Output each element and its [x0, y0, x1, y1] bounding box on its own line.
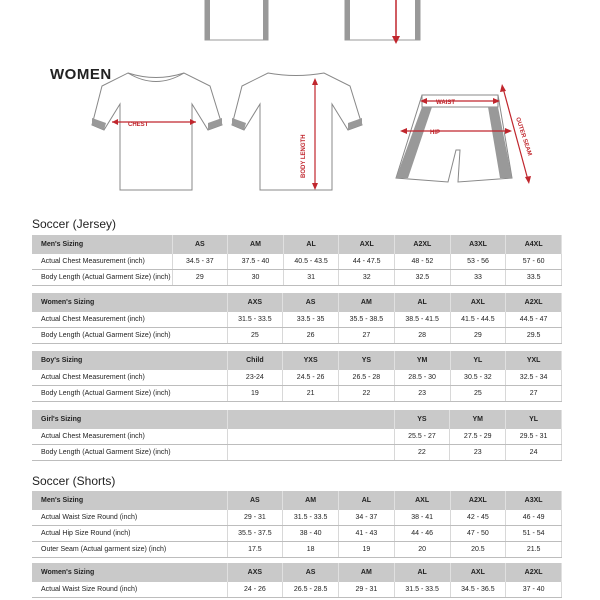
table-row	[32, 582, 562, 598]
mens-jersey-bottom-partial	[205, 0, 420, 44]
womens-shorts	[396, 84, 532, 184]
table-cell: 38 - 41	[394, 510, 450, 526]
table-header-cell: AM	[228, 235, 284, 254]
table-cell: 20	[394, 542, 450, 558]
table-header-cell: YXS	[283, 351, 339, 370]
table-cell: Actual Waist Size Round (inch)	[32, 582, 227, 598]
table-cell: 29.5	[506, 328, 562, 344]
mens-jersey-table	[32, 235, 562, 286]
table-cell: 34 - 37	[339, 510, 395, 526]
table-cell: 41 - 43	[339, 526, 395, 542]
table-cell	[227, 445, 394, 461]
mens-shorts-table	[32, 491, 562, 558]
table-header-cell: AS	[172, 235, 228, 254]
table-header-cell: A3XL	[450, 235, 506, 254]
table-header-cell: AXL	[450, 293, 506, 312]
table-cell: 32.5	[395, 270, 451, 286]
table-cell: 41.5 - 44.5	[450, 312, 506, 328]
jersey-section-title: Soccer (Jersey)	[32, 217, 117, 231]
outer-seam-label: OUTER SEAM	[514, 116, 533, 157]
waist-label: WAIST	[436, 100, 455, 106]
table-header-row	[32, 491, 562, 510]
table-header-cell: AM	[283, 491, 339, 510]
chest-label: CHEST	[128, 122, 149, 128]
womens-jersey-front	[92, 73, 222, 190]
table-header-cell: YM	[394, 351, 450, 370]
table-row	[32, 510, 562, 526]
table-row	[32, 526, 562, 542]
table-cell: 33.5 - 35	[283, 312, 339, 328]
table-header-cell: Men's Sizing	[32, 491, 227, 510]
table-cell: 28.5 - 30	[394, 370, 450, 386]
womens-jersey-back	[232, 73, 362, 190]
table-cell: 44 - 47.5	[339, 254, 395, 270]
table-header-cell: AXS	[227, 293, 283, 312]
table-row	[32, 445, 562, 461]
table-cell: 33	[450, 270, 506, 286]
table-cell: Body Length (Actual Garment Size) (inch)	[32, 270, 172, 286]
table-cell: 40.5 - 43.5	[283, 254, 339, 270]
table-header-cell: YS	[394, 410, 450, 429]
table-header-cell: Girl's Sizing	[32, 410, 227, 429]
table-cell: 29 - 31	[227, 510, 283, 526]
table-cell: 27	[506, 386, 562, 402]
table-header-row	[32, 293, 562, 312]
table-cell: 35.5 - 37.5	[227, 526, 283, 542]
table-cell: 23	[394, 386, 450, 402]
table-header-cell: AS	[283, 563, 339, 582]
table-cell: Actual Chest Measurement (inch)	[32, 429, 227, 445]
table-header-cell: A2XL	[506, 563, 562, 582]
table-row	[32, 386, 562, 402]
table-cell	[227, 429, 394, 445]
table-row	[32, 254, 562, 270]
table-cell: Actual Chest Measurement (inch)	[32, 312, 227, 328]
table-cell: 24	[506, 445, 562, 461]
table-header-cell: YL	[450, 351, 506, 370]
table-cell: Body Length (Actual Garment Size) (inch)	[32, 445, 227, 461]
table-row	[32, 370, 562, 386]
table-cell: 21	[283, 386, 339, 402]
table-cell: 23-24	[227, 370, 283, 386]
table-header-row	[32, 351, 562, 370]
table-header-cell: A4XL	[506, 235, 562, 254]
table-cell: Body Length (Actual Garment Size) (inch)	[32, 328, 227, 344]
table-header-cell: Child	[227, 351, 283, 370]
table-header-cell: AXL	[339, 235, 395, 254]
boys-jersey-table	[32, 351, 562, 402]
table-cell: 38 - 40	[283, 526, 339, 542]
table-cell: Body Length (Actual Garment Size) (inch)	[32, 386, 227, 402]
table-header-cell: A3XL	[506, 491, 562, 510]
table-header-cell: YS	[339, 351, 395, 370]
table-cell: 29.5 - 31	[506, 429, 562, 445]
table-cell: 19	[339, 542, 395, 558]
table-header-cell: Men's Sizing	[32, 235, 172, 254]
womens-shorts-table	[32, 563, 562, 598]
table-header-cell: AL	[394, 293, 450, 312]
table-header-cell: A2XL	[506, 293, 562, 312]
table-cell: 24 - 26	[227, 582, 283, 598]
table-header-cell: AXL	[394, 491, 450, 510]
table-header-row	[32, 563, 562, 582]
table-header-cell: Women's Sizing	[32, 563, 227, 582]
table-header-cell: AXL	[450, 563, 506, 582]
table-cell: 20.5	[450, 542, 506, 558]
table-cell: 37.5 - 40	[228, 254, 284, 270]
girls-jersey-table	[32, 410, 562, 461]
table-cell: 27.5 - 29	[450, 429, 506, 445]
table-header-cell: Boy's Sizing	[32, 351, 227, 370]
table-header-cell: AS	[283, 293, 339, 312]
table-cell: 24.5 - 26	[283, 370, 339, 386]
table-cell: 51 - 54	[506, 526, 562, 542]
table-cell: Actual Chest Measurement (inch)	[32, 370, 227, 386]
table-row	[32, 312, 562, 328]
table-cell: 38.5 - 41.5	[394, 312, 450, 328]
table-header-cell: YM	[450, 410, 506, 429]
table-cell: 18	[283, 542, 339, 558]
table-header-cell: AXS	[227, 563, 283, 582]
table-cell: 37 - 40	[506, 582, 562, 598]
table-header-cell	[227, 410, 394, 429]
table-header-row	[32, 235, 562, 254]
table-header-cell: A2XL	[450, 491, 506, 510]
table-cell: 19	[227, 386, 283, 402]
table-cell: 28	[394, 328, 450, 344]
table-header-cell: Women's Sizing	[32, 293, 227, 312]
table-cell: Actual Chest Measurement (inch)	[32, 254, 172, 270]
table-cell: 25	[227, 328, 283, 344]
table-cell: 17.5	[227, 542, 283, 558]
table-row	[32, 542, 562, 558]
womens-jersey-table	[32, 293, 562, 344]
table-cell: 42 - 45	[450, 510, 506, 526]
table-cell: 31	[283, 270, 339, 286]
table-header-cell: AM	[339, 293, 395, 312]
table-header-cell: A2XL	[395, 235, 451, 254]
table-header-cell: AL	[339, 491, 395, 510]
table-cell: 31.5 - 33.5	[227, 312, 283, 328]
table-header-cell: AL	[283, 235, 339, 254]
table-cell: 26.5 - 28.5	[283, 582, 339, 598]
table-cell: 25	[450, 386, 506, 402]
table-cell: 46 - 49	[506, 510, 562, 526]
table-cell: 33.5	[506, 270, 562, 286]
table-cell: Actual Waist Size Round (inch)	[32, 510, 227, 526]
table-cell: 22	[339, 386, 395, 402]
garment-illustration	[0, 0, 600, 205]
table-header-cell: AS	[227, 491, 283, 510]
table-cell: 26	[283, 328, 339, 344]
table-cell: Actual Hip Size Round (inch)	[32, 526, 227, 542]
table-cell: 29	[172, 270, 228, 286]
table-row	[32, 328, 562, 344]
table-cell: 22	[394, 445, 450, 461]
table-header-cell: YXL	[506, 351, 562, 370]
table-cell: 29	[450, 328, 506, 344]
table-cell: 44 - 46	[394, 526, 450, 542]
body-length-label: BODY LENGTH	[301, 134, 307, 178]
table-header-cell: AL	[394, 563, 450, 582]
table-cell: 30	[228, 270, 284, 286]
table-header-cell: YL	[506, 410, 562, 429]
table-cell: 31.5 - 33.5	[283, 510, 339, 526]
table-row	[32, 270, 562, 286]
table-cell: Outer Seam (Actual garment size) (inch)	[32, 542, 227, 558]
table-header-row	[32, 410, 562, 429]
table-cell: 30.5 - 32	[450, 370, 506, 386]
table-cell: 48 - 52	[395, 254, 451, 270]
table-cell: 21.5	[506, 542, 562, 558]
table-cell: 27	[339, 328, 395, 344]
table-cell: 57 - 60	[506, 254, 562, 270]
table-row	[32, 429, 562, 445]
table-cell: 31.5 - 33.5	[394, 582, 450, 598]
table-cell: 25.5 - 27	[394, 429, 450, 445]
hip-label: HIP	[430, 130, 441, 136]
table-cell: 32	[339, 270, 395, 286]
women-heading: WOMEN	[50, 66, 112, 83]
table-cell: 23	[450, 445, 506, 461]
table-cell: 34.5 - 37	[172, 254, 228, 270]
table-cell: 26.5 - 28	[339, 370, 395, 386]
table-header-cell: AM	[339, 563, 395, 582]
table-cell: 32.5 - 34	[506, 370, 562, 386]
shorts-section-title: Soccer (Shorts)	[32, 474, 116, 488]
table-cell: 35.5 - 38.5	[339, 312, 395, 328]
table-cell: 44.5 - 47	[506, 312, 562, 328]
table-cell: 29 - 31	[339, 582, 395, 598]
table-cell: 34.5 - 36.5	[450, 582, 506, 598]
table-cell: 47 - 50	[450, 526, 506, 542]
table-cell: 53 - 56	[450, 254, 506, 270]
